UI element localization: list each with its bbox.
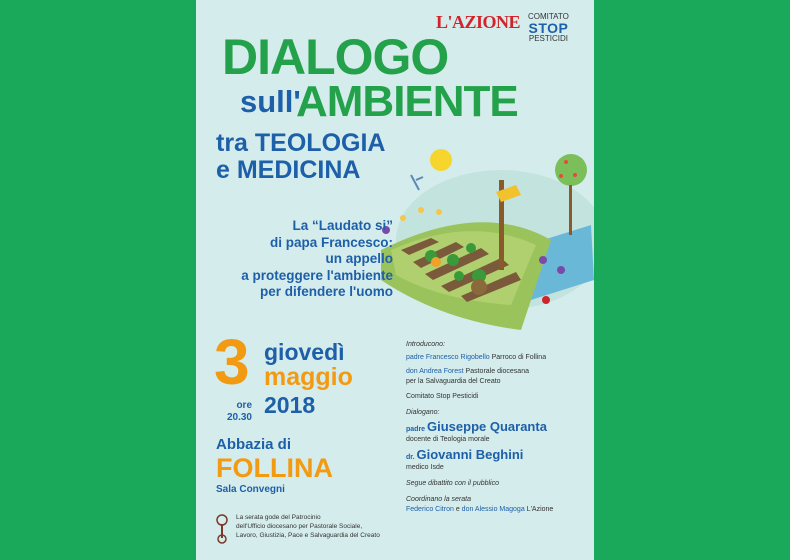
year: 2018 xyxy=(264,392,316,418)
patronage-line3: Lavoro, Giustizia, Pace e Salvaguardia del Creato xyxy=(236,532,380,539)
subtitle-line2: e MEDICINA xyxy=(216,156,361,184)
hedgehog-icon xyxy=(471,279,487,295)
patronage-text xyxy=(236,513,406,540)
lead-text xyxy=(217,218,393,301)
intro2-name: don Andrea Forest xyxy=(406,368,464,375)
venue-room: Sala Convegni xyxy=(216,484,285,495)
followup: Segue dibattito con il pubblico xyxy=(406,480,500,487)
committee-line1: COMITATO xyxy=(528,12,569,21)
title-line2-big: AMBIENTE xyxy=(296,77,518,126)
coord1: Federico Citron xyxy=(406,506,454,513)
committee-line3: PESTICIDI xyxy=(528,34,568,43)
time-label: ore xyxy=(236,400,252,411)
patronage-line2: dell'Ufficio diocesano per Pastorale Sociale, xyxy=(236,523,363,530)
dragonfly-icon xyxy=(411,175,423,190)
speaker2-name: Giovanni Beghini xyxy=(416,447,524,462)
committee-line2: STOP xyxy=(528,20,569,36)
speaker2-title: dr. xyxy=(406,454,415,461)
patronage-line1: La serata gode del Patrocinio xyxy=(236,514,321,521)
month: maggio xyxy=(264,363,353,391)
intro2-role2: per la Salvaguardia del Creato xyxy=(406,378,501,385)
coord2: don Alessio Magoga xyxy=(461,506,525,513)
speaker1 xyxy=(406,419,586,435)
sun-icon xyxy=(430,149,452,171)
weekday: giovedì xyxy=(264,339,345,365)
speaker1-name: Giuseppe Quaranta xyxy=(427,419,547,434)
ladybug-icon xyxy=(542,296,550,304)
coord-org: L'Azione xyxy=(526,506,554,513)
speaker2 xyxy=(406,447,586,463)
program xyxy=(406,340,586,515)
time-value: 20.30 xyxy=(226,412,252,423)
dialogue-label: Dialogano: xyxy=(406,409,440,416)
day-number: 3 xyxy=(214,326,250,398)
intro1-name: padre Francesco Rigobello xyxy=(406,354,490,361)
intro2 xyxy=(406,367,586,377)
speaker1-role: docente di Teologia morale xyxy=(406,436,490,443)
speaker1-title: padre xyxy=(406,426,426,433)
garden-illustration xyxy=(361,130,594,340)
diocese-crest-icon xyxy=(214,514,230,544)
intro1 xyxy=(406,353,586,363)
venue-city: FOLLINA xyxy=(216,453,333,483)
lead-line4: a proteggere l'ambiente xyxy=(241,267,393,283)
venue-line1: Abbazia di xyxy=(216,436,292,453)
tree-canopy xyxy=(555,154,587,186)
intro1-role: Parroco di Follina xyxy=(491,354,547,361)
lead-line3: un appello xyxy=(325,251,393,266)
pumpkin xyxy=(431,257,441,267)
lead-line5: per difendere l'uomo xyxy=(260,284,393,299)
subtitle-line1: tra TEOLOGIA xyxy=(216,129,386,157)
intro3: Comitato Stop Pesticidi xyxy=(406,393,479,400)
newspaper-logo: L'AZIONE xyxy=(436,12,521,32)
poster xyxy=(196,0,594,560)
title-line2-small: sull' xyxy=(240,84,301,119)
speaker2-role: medico Isde xyxy=(406,464,444,471)
coord-and: e xyxy=(455,506,460,513)
time xyxy=(210,400,252,424)
title-line1: DIALOGO xyxy=(222,29,449,85)
introduce-label: Introducono: xyxy=(406,341,445,348)
coord-label: Coordinano la serata xyxy=(406,496,471,503)
intro2-role: Pastorale diocesana xyxy=(465,368,529,375)
lead-line1: La “Laudato si” xyxy=(292,218,393,233)
lead-line2: di papa Francesco: xyxy=(269,234,393,250)
coordinators xyxy=(406,505,586,515)
committee-logo xyxy=(528,13,569,43)
